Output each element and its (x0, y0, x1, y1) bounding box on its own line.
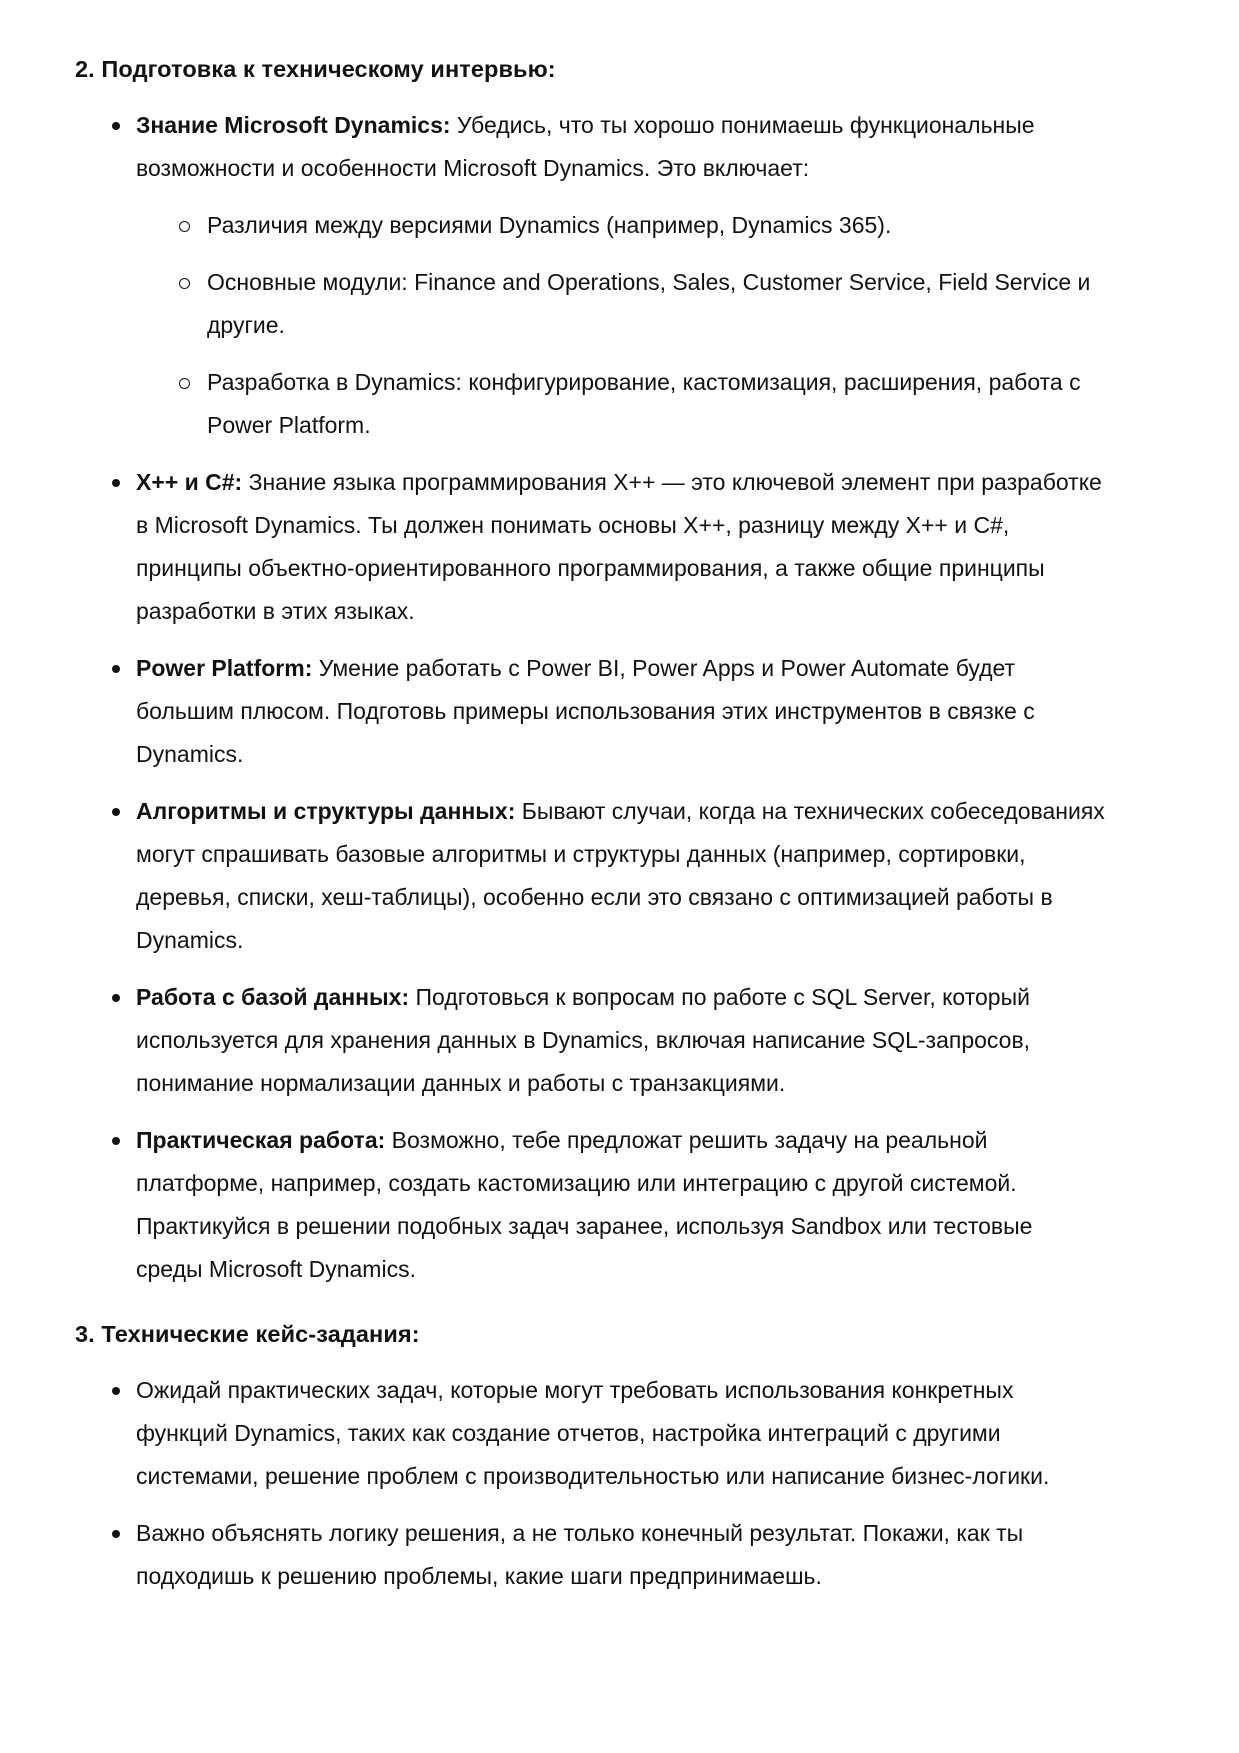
list-item (136, 1369, 1105, 1498)
list-item-text (136, 976, 1105, 1105)
item-lead: Практическая работа: (136, 1127, 386, 1153)
item-body: Бывают случаи, когда на технических собеседованиях могут спрашивать базовые алгоритмы и структуры данных (например, сортировки, деревья, списки, хеш-таблицы), особенно если это связано с оптимизацией работы в Dynamics. (136, 798, 1105, 953)
sub-list-item (207, 261, 1105, 347)
list-item-text (136, 790, 1105, 962)
bullet-list (75, 104, 1105, 1291)
list-item (136, 104, 1105, 447)
list-item (136, 790, 1105, 962)
item-body: Важно объяснять логику решения, а не только конечный результат. Покажи, как ты подходишь к решению проблемы, какие шаги предпринимаешь. (136, 1520, 1024, 1589)
list-item (136, 1119, 1105, 1291)
list-item (136, 647, 1105, 776)
list-item (136, 461, 1105, 633)
section-technical-case-tasks (75, 1313, 1105, 1598)
sub-list-item (207, 204, 1105, 247)
section-heading: 2. Подготовка к техническому интервью: (75, 56, 556, 82)
list-item-text (136, 104, 1105, 190)
item-lead: Знание Microsoft Dynamics: (136, 112, 451, 138)
list-item (136, 1512, 1105, 1598)
item-body: Подготовься к вопросам по работе с SQL Server, который используется для хранения данных в Dynamics, включая написание SQL-запросов, понимание нормализации данных и работы с транзакциями. (136, 984, 1031, 1096)
item-lead: Power Platform: (136, 655, 313, 681)
list-item (136, 976, 1105, 1105)
list-item-text (136, 1369, 1105, 1498)
list-item-text (136, 1119, 1105, 1291)
item-body: Возможно, тебе предложат решить задачу на реальной платформе, например, создать кастомизацию или интеграцию с другой системой. Практикуйся в решении подобных задач заранее, используя Sandbox или тестовые среды Microsoft Dynamics. (136, 1127, 1033, 1282)
list-item-text (136, 647, 1105, 776)
item-body: Ожидай практических задач, которые могут требовать использования конкретных функций Dynamics, таких как создание отчетов, настройка интеграций с другими системами, решение проблем с производительностью или написание бизнес-логики. (136, 1377, 1050, 1489)
section-heading: 3. Технические кейс-задания: (75, 1321, 420, 1347)
list-item-text (136, 461, 1105, 633)
section-technical-interview-prep (75, 48, 1105, 1291)
item-body: Знание языка программирования X++ — это ключевой элемент при разработке в Microsoft Dynamics. Ты должен понимать основы X++, разницу между X++ и C#, принципы объектно-ориентированного программирования, а также общие принципы разработки в этих языках. (136, 469, 1102, 624)
bullet-list (75, 1369, 1105, 1598)
sub-item-body: Основные модули: Finance and Operations, Sales, Customer Service, Field Service и другие. (207, 269, 1091, 338)
item-lead: Алгоритмы и структуры данных: (136, 798, 516, 824)
item-body: Умение работать с Power BI, Power Apps и Power Automate будет большим плюсом. Подготовь примеры использования этих инструментов в связке с Dynamics. (136, 655, 1035, 767)
sub-bullet-list (136, 204, 1105, 447)
sub-item-body: Различия между версиями Dynamics (например, Dynamics 365). (207, 212, 892, 238)
sub-list-item (207, 361, 1105, 447)
item-lead: X++ и C#: (136, 469, 243, 495)
sub-item-body: Разработка в Dynamics: конфигурирование, кастомизация, расширения, работа с Power Platform. (207, 369, 1081, 438)
list-item-text (136, 1512, 1105, 1598)
item-lead: Работа с базой данных: (136, 984, 410, 1010)
item-body: Убедись, что ты хорошо понимаешь функциональные возможности и особенности Microsoft Dynamics. Это включает: (136, 112, 1035, 181)
